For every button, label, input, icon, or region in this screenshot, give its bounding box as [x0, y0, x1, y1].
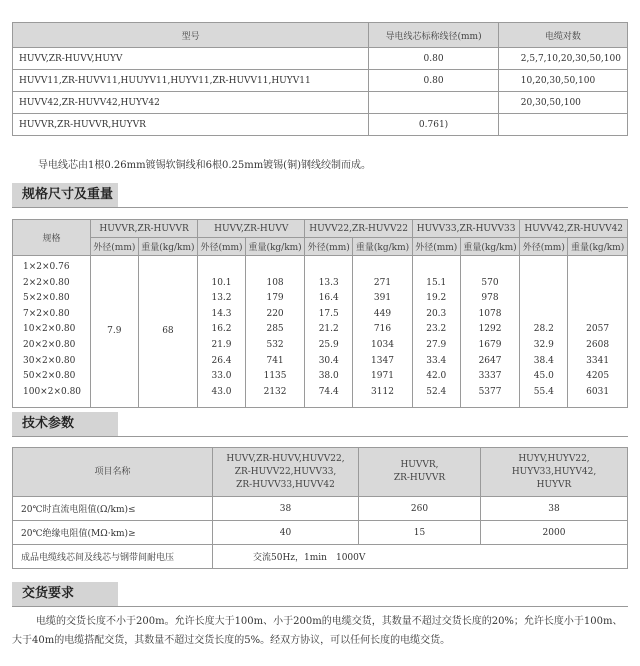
wt-header: 重量(kg/km)	[245, 238, 304, 256]
cell-value: 1971	[371, 371, 394, 382]
blank-line	[462, 260, 519, 276]
od-header: 外径(mm)	[412, 238, 460, 256]
section-title-tech: 技术参数	[12, 412, 118, 436]
cell-value: 43.0	[211, 386, 232, 397]
blank-line	[354, 260, 411, 276]
cell-value: 220	[266, 308, 284, 319]
cell-value: 52.4	[426, 386, 447, 397]
cell-value: 1292	[478, 324, 502, 335]
header-model: 型号	[13, 23, 369, 48]
param-value: 40	[213, 521, 359, 545]
param-label: 20℃时直流电阻值(Ω/km)≤	[13, 497, 213, 521]
param-label: 20℃绝缘电阻值(MΩ·km)≥	[13, 521, 213, 545]
cell-value: 741	[266, 355, 284, 366]
param-value: 2000	[481, 521, 628, 545]
huvv22-wt-column	[353, 256, 413, 408]
cell-value: 50×2×0.80	[23, 371, 76, 382]
model-cell: HUVV11,ZR-HUVV11,HUUYV11,HUYV11,ZR-HUVV11,HUYV11	[13, 70, 369, 92]
section-divider	[12, 606, 628, 607]
diameter-cell	[369, 92, 498, 114]
header-diameter: 导电线芯标称线径(mm)	[369, 23, 498, 48]
cell-value: 55.4	[533, 386, 554, 397]
cell-value: 45.0	[533, 371, 554, 382]
conductor-note: 导电线芯由1根0.26mm镀锡软铜线和6根0.25mm镀锡(铜)钢线绞制而成。	[38, 160, 371, 171]
cell-value: 2057	[586, 324, 610, 335]
cell-value: 16.2	[211, 324, 232, 335]
cell-value: 33.4	[426, 355, 447, 366]
huvv33-wt-column	[460, 256, 520, 408]
cell-value: 3112	[371, 386, 394, 397]
model-cell: HUVVR,ZR-HUVVR,HUYVR	[13, 114, 369, 136]
header-pairs: 电缆对数	[498, 23, 627, 48]
cell-value: 1679	[478, 339, 502, 350]
cell-value: 10×2×0.80	[23, 324, 76, 335]
pairs-cell: 2,5,7,10,20,30,50,100	[498, 48, 627, 70]
huvv22-od-column	[305, 256, 353, 408]
cell-value: 19.2	[426, 293, 447, 304]
voltage-label: 成品电缆线芯间及线芯与钢带间耐电压	[13, 545, 213, 569]
cell-value: 13.3	[318, 277, 339, 288]
huvv42-wt-column	[568, 256, 628, 408]
table-row	[13, 114, 628, 136]
cell-value: 108	[266, 277, 284, 288]
wt-header: 重量(kg/km)	[568, 238, 628, 256]
cell-value: 20.3	[426, 308, 447, 319]
cell-value: 16.4	[318, 293, 339, 304]
blank-line	[521, 276, 566, 292]
cell-value: 74.4	[318, 386, 339, 397]
diameter-cell: 0.761)	[369, 114, 498, 136]
blank-line	[569, 276, 626, 292]
huvvr-wt-cell: 68	[138, 256, 197, 408]
header-line: ZR-HUVVR	[393, 473, 446, 483]
tech-table	[12, 447, 628, 569]
blank-line	[521, 307, 566, 323]
group-header: HUVV42,ZR-HUVV42	[520, 220, 628, 238]
group-header: HUVVR,ZR-HUVVR	[91, 220, 198, 238]
cell-value: 570	[481, 277, 499, 288]
header-line: HUVVR,	[400, 460, 439, 470]
blank-line	[569, 260, 626, 276]
diameter-cell: 0.80	[369, 48, 498, 70]
cell-value: 271	[373, 277, 392, 288]
cell-value: 26.4	[211, 355, 232, 366]
cell-value: 30×2×0.80	[23, 355, 76, 366]
group-header: HUVV22,ZR-HUVV22	[305, 220, 413, 238]
spec-column	[13, 256, 91, 408]
param-value: 260	[359, 497, 481, 521]
cell-value: 716	[373, 324, 392, 335]
huvv-wt-column	[245, 256, 304, 408]
pairs-cell	[498, 114, 627, 136]
cell-value: 21.2	[318, 324, 339, 335]
blank-line	[414, 260, 459, 276]
spec-table	[12, 219, 628, 408]
header-col2	[359, 448, 481, 497]
blank-line	[569, 307, 626, 323]
cell-value: 2608	[586, 339, 610, 350]
pairs-cell: 10,20,30,50,100	[498, 70, 627, 92]
cell-value: 38.0	[318, 371, 339, 382]
od-header: 外径(mm)	[91, 238, 139, 256]
table-row	[13, 497, 628, 521]
cell-value: 1034	[371, 339, 394, 350]
wt-header: 重量(kg/km)	[138, 238, 197, 256]
huvv33-od-column	[412, 256, 460, 408]
cell-value: 532	[266, 339, 284, 350]
cell-value: 1347	[371, 355, 394, 366]
cell-value: 5377	[478, 386, 502, 397]
header-spec: 规格	[13, 220, 91, 256]
cell-value: 15.1	[426, 277, 447, 288]
model-cell: HUVV,ZR-HUVV,HUYV	[13, 48, 369, 70]
header-line: HUVV,ZR-HUVV,HUVV22,	[226, 453, 345, 464]
cell-value: 14.3	[211, 308, 232, 319]
blank-line	[521, 291, 566, 307]
section-divider	[12, 436, 628, 437]
blank-line	[247, 260, 303, 276]
cell-value: 42.0	[426, 371, 447, 382]
cell-value: 3341	[586, 355, 610, 366]
header-line: HUYVR	[536, 479, 572, 490]
wt-header: 重量(kg/km)	[460, 238, 520, 256]
cell-value: 285	[266, 324, 284, 335]
delivery-text: 电缆的交货长度不小于200m。允许长度大于100m、小于200m的电缆交货，其数量不超过交货长度的20%；允许长度小于100m、大于40m的电缆搭配交货，其数量不超过交货长度的5%。经双方协议，可以任何长度的电缆交货。	[12, 616, 623, 646]
section-title-delivery: 交货要求	[12, 582, 118, 606]
cell-value: 32.9	[533, 339, 554, 350]
header-line: ZR-HUVV22,HUVV33,	[234, 466, 337, 477]
header-col3	[481, 448, 628, 497]
model-cell: HUVV42,ZR-HUVV42,HUYV42	[13, 92, 369, 114]
cell-value: 449	[373, 308, 392, 319]
od-header: 外径(mm)	[198, 238, 246, 256]
blank-line	[521, 260, 566, 276]
cell-value: 20×2×0.80	[23, 339, 76, 350]
section-title-spec: 规格尺寸及重量	[12, 183, 118, 207]
cell-value: 33.0	[211, 371, 232, 382]
cell-value: 7×2×0.80	[23, 308, 70, 319]
table-row	[13, 70, 628, 92]
od-header: 外径(mm)	[305, 238, 353, 256]
diameter-cell: 0.80	[369, 70, 498, 92]
cell-value: 25.9	[318, 339, 339, 350]
cell-value: 30.4	[318, 355, 339, 366]
cell-value: 28.2	[533, 324, 554, 335]
pairs-cell: 20,30,50,100	[498, 92, 627, 114]
blank-line	[306, 260, 351, 276]
cell-value: 1135	[263, 371, 287, 382]
cell-value: 2×2×0.80	[23, 277, 70, 288]
huvv-od-column	[198, 256, 246, 408]
cell-value: 13.2	[211, 293, 232, 304]
huvv42-od-column	[520, 256, 568, 408]
cell-value: 2647	[478, 355, 502, 366]
cell-value: 391	[373, 293, 392, 304]
cell-value: 23.2	[426, 324, 447, 335]
section-divider	[12, 207, 628, 208]
header-item: 项目名称	[13, 448, 213, 497]
cell-value: 978	[481, 293, 499, 304]
table-row	[13, 92, 628, 114]
param-value: 15	[359, 521, 481, 545]
huvvr-od-cell: 7.9	[91, 256, 139, 408]
voltage-value: 交流50Hz，1min 1000V	[213, 545, 628, 569]
cell-value: 38.4	[533, 355, 554, 366]
cell-value: 179	[266, 293, 284, 304]
cell-value: 1×2×0.76	[23, 262, 70, 272]
cell-value: 27.9	[426, 339, 447, 350]
blank-line	[569, 291, 626, 307]
model-table	[12, 22, 628, 136]
header-line: HUYV33,HUYV42,	[511, 466, 597, 477]
table-row	[13, 545, 628, 569]
cell-value: 17.5	[318, 308, 339, 319]
group-header: HUVV,ZR-HUVV	[198, 220, 305, 238]
cell-value: 3337	[478, 371, 502, 382]
table-row	[13, 521, 628, 545]
cell-value: 5×2×0.80	[23, 293, 70, 304]
header-line: HUYV,HUYV22,	[518, 453, 590, 464]
cell-value: 10.1	[211, 277, 232, 288]
header-col1	[213, 448, 359, 497]
cell-value: 100×2×0.80	[23, 386, 82, 397]
wt-header: 重量(kg/km)	[353, 238, 413, 256]
cell-value: 6031	[586, 386, 610, 397]
group-header: HUVV33,ZR-HUVV33	[412, 220, 520, 238]
cell-value: 2132	[263, 386, 287, 397]
cell-value: 1078	[478, 308, 502, 319]
blank-line	[199, 260, 244, 276]
od-header: 外径(mm)	[520, 238, 568, 256]
table-row	[13, 48, 628, 70]
cell-value: 21.9	[211, 339, 232, 350]
param-value: 38	[213, 497, 359, 521]
header-line: ZR-HUVV33,HUVV42	[236, 479, 335, 490]
param-value: 38	[481, 497, 628, 521]
cell-value: 4205	[586, 371, 610, 382]
